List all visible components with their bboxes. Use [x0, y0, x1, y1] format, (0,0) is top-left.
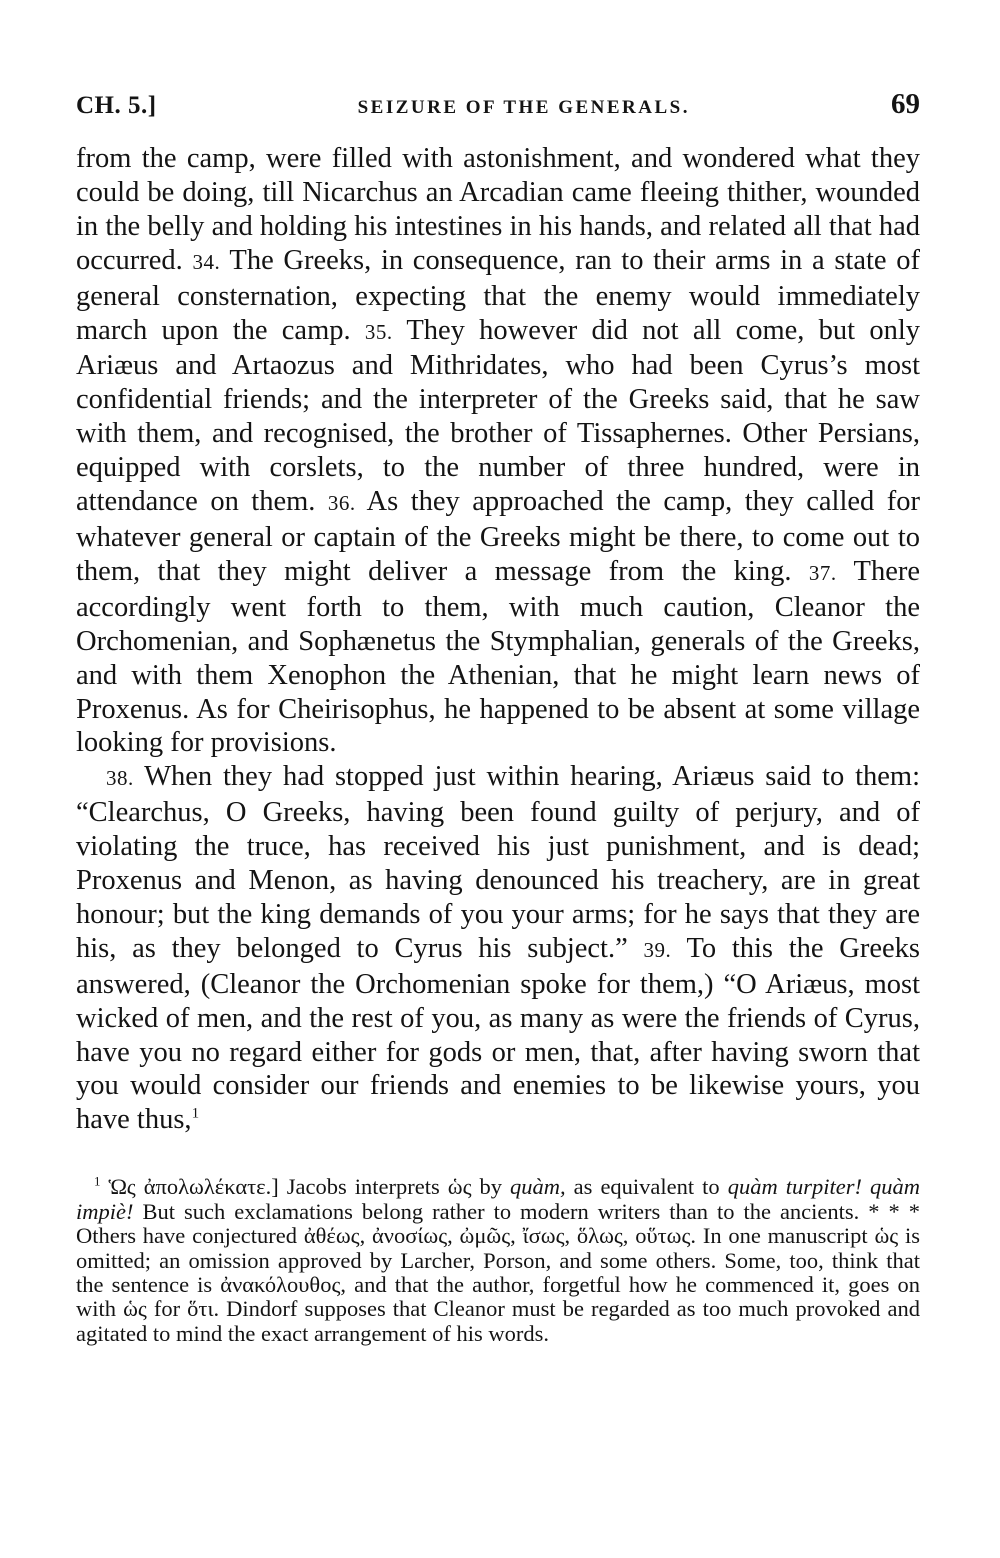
- running-head: [76, 88, 920, 128]
- book-page: [76, 88, 920, 1346]
- text-run: To this the Greeks answered, (Cleanor the Orchomenian spoke for them,) “O Ariæus, most wicked of men, and the rest of you, as many as were the friends of Cyrus, have you no regard either for gods or men, that, after having sworn that you would consider our friends and enemies to be likewise yours, you have thus,: [76, 932, 920, 1136]
- page-title: SEIZURE OF THE GENERALS.: [357, 97, 690, 118]
- footnote-mark: 1: [94, 1173, 101, 1189]
- paragraph: [76, 142, 920, 760]
- footnote-reference: 1: [191, 1105, 200, 1122]
- footnote-text: But such exclamations belong rather to modern writers than to the ancients. * * * Others have conjectured ἀθέως, ἀνοσίως, ὠμῶς, ἴσως, ὅλως, οὕτως. In one manuscript ὡς is omitted; an omission approved by Larcher, Porson, and some others. Some, too, think that the sentence is ἀνακόλουθος, and that the author, forgetful how he commenced it, goes on with ὡς for ὅτι. Dindorf supposes that Cleanor must be regarded as too much provoked and agitated to mind the exact arrangement of his words.: [76, 1198, 920, 1346]
- text-run: They however did not all come, but only Ariæus and Artaozus and Mithridates, who had been Cyrus’s most confidential friends; and the interpreter of the Greeks said, that he saw with them, and recognised, the brother of Tissaphernes. Other Persians, equipped with corslets, to the number of three hundred, were in attendance on them.: [76, 314, 920, 518]
- section-number-35: 35.: [364, 319, 393, 344]
- section-number-39: 39.: [643, 937, 672, 962]
- footnote-italic: quàm,: [510, 1174, 566, 1200]
- footnote-text: Jacobs interprets ὡς by: [278, 1174, 511, 1200]
- footnote-text: as equivalent to: [565, 1174, 728, 1200]
- section-number-37: 37.: [808, 560, 837, 585]
- chapter-label: CH. 5.]: [76, 92, 157, 119]
- footnote-lemma: Ὡς ἀπολωλέκατε.]: [108, 1174, 279, 1200]
- text-run: The Greeks, in consequence, ran to their arms in a state of general consternation, expecting that the enemy would immediately march upon the camp.: [76, 244, 920, 346]
- footnote: [76, 1175, 920, 1346]
- footnote-italic: quàm turpiter! quàm impiè!: [76, 1174, 920, 1224]
- text-run: There accordingly went forth to them, with much caution, Cleanor the Orchomenian, and Sophænetus the Stymphalian, generals of the Greeks, and with them Xenophon the Athenian, that he might learn news of Proxenus. As for Cheirisophus, he happened to be absent at some village looking for provisions.: [76, 555, 920, 759]
- main-text: [76, 142, 920, 1137]
- text-run: When they had stopped just within hearing, Ariæus said to them: “Clearchus, O Greeks, having been found guilty of perjury, and of violating the truce, has received his just punishment, and is dead; Proxenus and Menon, as having denounced his treachery, are in great honour; but the king demands of you your arms; for he says that they are his, as they belonged to Cyrus his subject.”: [76, 761, 920, 964]
- section-number-34: 34.: [192, 249, 221, 274]
- section-number-36: 36.: [327, 491, 356, 516]
- section-number-38: 38.: [106, 766, 134, 791]
- text-run: from the camp, were filled with astonishment, and wondered what they could be doing, till Nicarchus an Arcadian came fleeing thither, wounded in the belly and holding his intestines in his hands, and related all that had occurred.: [76, 143, 920, 276]
- page-number: 69: [891, 88, 920, 120]
- text-run: As they approached the camp, they called for whatever general or captain of the Greeks might be there, to come out to them, that they might deliver a message from the king.: [76, 486, 920, 587]
- paragraph: [76, 760, 920, 1137]
